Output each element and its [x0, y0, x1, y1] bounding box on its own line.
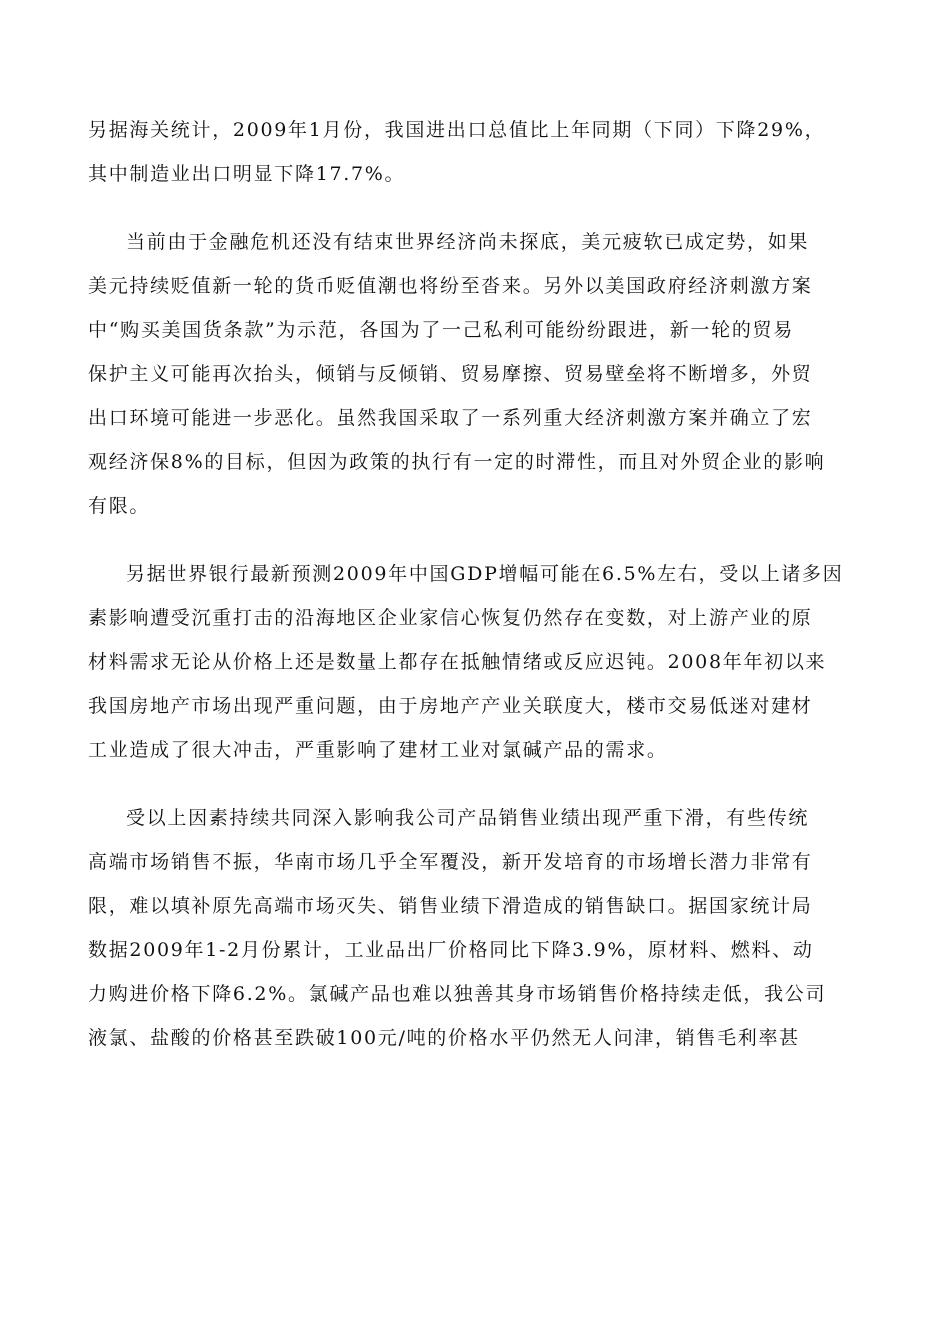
text-line: 材料需求无论从价格上还是数量上都存在抵触情绪或反应迟钝。2008年年初以来 [88, 651, 827, 673]
paragraph [88, 108, 878, 196]
text-line: 中“购买美国货条款”为示范，各国为了一己私利可能纷纷跟进，新一轮的贸易 [88, 319, 794, 341]
text-line: 出口环境可能进一步恶化。虽然我国采取了一系列重大经济刺激方案并确立了宏 [88, 407, 813, 429]
text-line: 另据海关统计，2009年1月份，我国进出口总值比上年同期（下同）下降29%， [88, 119, 826, 141]
paragraph [88, 220, 878, 528]
text-line: 工业造成了很大冲击，严重影响了建材工业对氯碱产品的需求。 [88, 739, 668, 761]
text-line: 力购进价格下降6.2%。氯碱产品也难以独善其身市场销售价格持续走低，我公司 [88, 983, 827, 1005]
text-line: 观经济保8%的目标，但因为政策的执行有一定的时滞性，而且对外贸企业的影响 [88, 451, 826, 473]
text-line: 数据2009年1-2月份累计，工业品出厂价格同比下降3.9%，原材料、燃料、动 [88, 939, 814, 961]
paragraph-spacer [88, 196, 878, 220]
document-body [88, 108, 878, 1060]
text-line: 美元持续贬值新一轮的货币贬值潮也将纷至沓来。另外以美国政府经济刺激方案 [88, 275, 813, 297]
paragraph-spacer [88, 528, 878, 552]
text-line: 高端市场销售不振，华南市场几乎全军覆没，新开发培育的市场增长潜力非常有 [88, 851, 813, 873]
paragraph [88, 552, 878, 772]
paragraph-spacer [88, 772, 878, 796]
text-line: 素影响遭受沉重打击的沿海地区企业家信心恢复仍然存在变数，对上游产业的原 [88, 607, 813, 629]
text-line: 液氯、盐酸的价格甚至跌破100元/吨的价格水平仍然无人问津，销售毛利率甚 [88, 1027, 800, 1049]
text-line: 限，难以填补原先高端市场灭失、销售业绩下滑造成的销售缺口。据国家统计局 [88, 895, 813, 917]
text-line: 其中制造业出口明显下降17.7%。 [88, 163, 406, 185]
text-line: 受以上因素持续共同深入影响我公司产品销售业绩出现严重下滑，有些传统 [126, 807, 810, 829]
text-line: 另据世界银行最新预测2009年中国GDP增幅可能在6.5%左右，受以上诸多因 [126, 563, 844, 585]
text-line: 有限。 [88, 495, 151, 517]
text-line: 保护主义可能再次抬头，倾销与反倾销、贸易摩擦、贸易壁垒将不断增多，外贸 [88, 363, 813, 385]
text-line: 我国房地产市场出现严重问题，由于房地产产业关联度大，楼市交易低迷对建材 [88, 695, 813, 717]
text-line: 当前由于金融危机还没有结束世界经济尚未探底，美元疲软已成定势，如果 [126, 231, 810, 253]
paragraph [88, 796, 878, 1060]
